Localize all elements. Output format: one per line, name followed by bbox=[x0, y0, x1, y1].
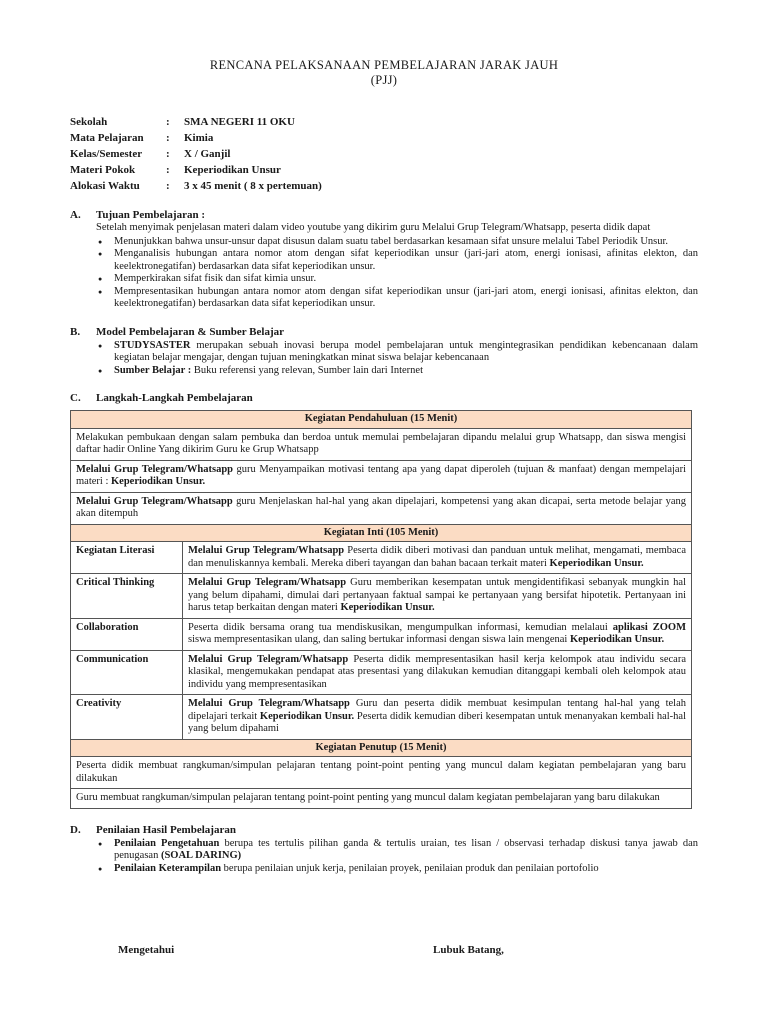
table-header-pendahuluan: Kegiatan Pendahuluan (15 Menit) bbox=[71, 411, 692, 429]
bold-text: Keperiodikan Unsur. bbox=[569, 634, 665, 645]
table-row bbox=[71, 618, 692, 650]
table-header-penutup: Kegiatan Penutup (15 Menit) bbox=[71, 739, 692, 757]
table-row bbox=[71, 428, 692, 460]
activity-label: Collaboration bbox=[71, 618, 183, 650]
cell-text: Guru memberikan kesempatan untuk mengidentifikasi sebanyak mungkin hal yang belum dipahami, dimulai dari pertanyaan faktual sampai ke pertanyaan yang bersifat hipotetik. Pertanyaan ini harus tetap berkaitan dengan materi bbox=[188, 577, 686, 613]
list-text: berupa tes tertulis pilihan ganda & tertulis uraian, tes lisan / observasi terhadap diskusi tanya jawab dan penugasan bbox=[114, 837, 698, 861]
table-row bbox=[71, 789, 692, 809]
cell-text: Guru dan peserta didik membuat kesimpulan tentang hal-hal yang telah dipelajari terkait bbox=[188, 698, 686, 722]
identity-separator: : bbox=[166, 164, 170, 176]
steps-table bbox=[70, 410, 692, 809]
bold-text: Penilaian Keterampilan bbox=[114, 862, 222, 874]
table-cell bbox=[71, 492, 692, 524]
identity-value: Keperiodikan Unsur bbox=[184, 164, 281, 176]
bold-text: Keperiodikan Unsur. bbox=[259, 710, 355, 722]
identity-label: Sekolah bbox=[70, 116, 108, 128]
list-item bbox=[96, 340, 698, 365]
bold-text: STUDYSASTER bbox=[114, 339, 191, 351]
section-letter: D. bbox=[70, 823, 81, 836]
activity-label: Communication bbox=[71, 650, 183, 695]
identity-row bbox=[70, 130, 698, 146]
bold-text: Sumber Belajar : bbox=[114, 364, 192, 376]
section-heading bbox=[70, 325, 698, 339]
bold-text: Keperiodikan Unsur. bbox=[549, 557, 644, 569]
identity-block bbox=[70, 114, 698, 194]
section-a bbox=[70, 208, 698, 311]
title-line-2: (PJJ) bbox=[370, 73, 398, 87]
identity-row bbox=[70, 146, 698, 162]
section-letter: A. bbox=[70, 209, 81, 221]
bold-text: Penilaian Pengetahuan bbox=[114, 837, 220, 849]
table-cell bbox=[183, 695, 692, 740]
cell-text: siswa mempresentasikan ulang, dan saling bertukar informasi dengan siswa lain mengenai bbox=[188, 634, 570, 645]
model-list bbox=[96, 340, 698, 378]
bold-text: Melalui Grup Telegram/Whatsapp bbox=[188, 698, 350, 709]
table-row bbox=[71, 460, 692, 492]
bold-text: Keperiodikan Unsur. bbox=[111, 476, 206, 487]
document-title bbox=[70, 58, 698, 88]
table-cell bbox=[71, 460, 692, 492]
table-cell bbox=[183, 542, 692, 574]
table-cell bbox=[183, 618, 692, 650]
identity-separator: : bbox=[166, 148, 170, 160]
cell-text: Peserta didik diberi motivasi dan panduan untuk melihat, mengamati, membaca dan menuliskannya kembali. Mereka diberi tayangan dan bahan bacaan terkait materi bbox=[188, 545, 686, 569]
list-item: ● Mempresentasikan hubungan antara nomor atom dengan sifat keperiodikan unsur (jari-jari atom, energi ionisasi, afinitas elekton, dan keelektronegatifan) berdasarkan data sifat keperiodikan unsur. bbox=[96, 286, 698, 311]
table-header-inti: Kegiatan Inti (105 Menit) bbox=[71, 524, 692, 542]
identity-row bbox=[70, 114, 698, 130]
table-cell bbox=[183, 650, 692, 695]
identity-value: SMA NEGERI 11 OKU bbox=[184, 116, 295, 128]
cell-text: guru Menyampaikan motivasi tentang apa yang dapat diperoleh (tujuan & manfaat) dengan mempelajari materi : bbox=[76, 463, 687, 487]
bold-text: (SOAL DARING) bbox=[160, 850, 242, 861]
bold-text: Melalui Grup Telegram/Whatsapp bbox=[76, 463, 234, 475]
bold-text: Melalui Grup Telegram/Whatsapp bbox=[188, 545, 345, 556]
table-cell: Peserta didik membuat rangkuman/simpulan pelajaran tentang point-point penting yang muncul dalam kegiatan pembelajaran yang baru dilakukan bbox=[71, 757, 692, 789]
list-item bbox=[96, 838, 698, 863]
section-heading bbox=[70, 391, 698, 405]
identity-value: X / Ganjil bbox=[184, 148, 231, 160]
cell-text: Peserta didik kemudian diberi kesempatan untuk menanyakan kembali hal-hal yang belum dipahami bbox=[188, 710, 687, 734]
bold-text: Melalui Grup Telegram/Whatsapp bbox=[188, 577, 347, 588]
table-row bbox=[71, 757, 692, 789]
activity-label: Kegiatan Literasi bbox=[71, 542, 183, 574]
section-title: Langkah-Langkah Pembelajaran bbox=[96, 392, 253, 404]
table-row bbox=[71, 650, 692, 695]
list-text: berupa penilaian unjuk kerja, penilaian proyek, penilaian produk dan penilaian portofolio bbox=[221, 862, 599, 874]
section-intro: Setelah menyimak penjelasan materi dalam video youtube yang dikirim guru Melalui Grup Telegram/Whatsapp, peserta didik dapat bbox=[96, 222, 651, 233]
bold-text: Melalui Grup Telegram/Whatsapp bbox=[76, 495, 233, 507]
signature-left: Mengetahui bbox=[118, 944, 175, 956]
identity-separator: : bbox=[166, 132, 170, 144]
list-item bbox=[96, 365, 698, 378]
table-cell bbox=[183, 574, 692, 619]
table-row bbox=[71, 492, 692, 524]
section-b bbox=[70, 325, 698, 378]
activity-label: Creativity bbox=[71, 695, 183, 740]
identity-row bbox=[70, 178, 698, 194]
table-row bbox=[71, 574, 692, 619]
list-item: ● Menunjukkan bahwa unsur-unsur dapat disusun dalam suatu tabel berdasarkan kesamaan sifat unsure melalui Tabel Periodik Unsur. bbox=[96, 236, 698, 249]
identity-value: 3 x 45 menit ( 8 x pertemuan) bbox=[184, 180, 322, 192]
identity-row bbox=[70, 162, 698, 178]
title-line-1: RENCANA PELAKSANAAN PEMBELAJARAN JARAK JAUH bbox=[209, 58, 559, 72]
table-row bbox=[71, 542, 692, 574]
table-cell: Guru membuat rangkuman/simpulan pelajaran tentang point-point penting yang muncul dalam kegiatan pembelajaran yang baru dilakukan bbox=[71, 789, 692, 809]
identity-label: Materi Pokok bbox=[70, 164, 136, 176]
section-letter: B. bbox=[70, 325, 81, 338]
list-text: merupakan sebuah inovasi berupa model pembelajaran untuk mengintegrasikan pendidikan kebencanaan dalam kegiatan belajar mengajar, dengan tujuan meningkatkan minat siswa belajar kebencanaan bbox=[114, 339, 698, 363]
list-item bbox=[96, 863, 698, 876]
section-heading bbox=[70, 208, 698, 222]
table-cell: Melakukan pembukaan dengan salam pembuka dan berdoa untuk memulai pembelajaran dipandu melalui grup Whatsapp, dan siswa mengisi daftar hadir Online Yang dikirim Guru ke Grup Whatsapp bbox=[71, 428, 692, 460]
list-text: Buku referensi yang relevan, Sumber lain dari Internet bbox=[191, 364, 423, 376]
table-row bbox=[71, 695, 692, 740]
bold-text: Melalui Grup Telegram/Whatsapp bbox=[188, 653, 349, 665]
identity-label: Mata Pelajaran bbox=[70, 132, 144, 144]
identity-label: Alokasi Waktu bbox=[70, 180, 140, 192]
list-item: ● Memperkirakan sifat fisik dan sifat kimia unsur. bbox=[96, 273, 698, 286]
cell-text: guru Menjelaskan hal-hal yang akan dipelajari, kompetensi yang akan dicapai, serta metode belajar yang akan ditempuh bbox=[76, 495, 686, 519]
section-letter: C. bbox=[70, 392, 81, 404]
signature-block bbox=[118, 944, 638, 956]
identity-label: Kelas/Semester bbox=[70, 148, 143, 160]
cell-text: Peserta didik mempresentasikan hasil kerja kelompok atau individu secara klasikal, mengemukakan pendapat atas presentasi yang dilakukan kemudian ditanggapi kembali oleh kelompok atau individu yang mempresentasikan bbox=[188, 653, 686, 690]
identity-separator: : bbox=[166, 116, 170, 128]
section-title: Penilaian Hasil Pembelajaran bbox=[96, 823, 236, 836]
cell-text: Peserta didik bersama orang tua mendiskusikan, mengumpulkan informasi, kemudian melalaui bbox=[188, 621, 613, 633]
section-c bbox=[70, 391, 698, 809]
section-d bbox=[70, 823, 698, 876]
bold-text: aplikasi ZOOM bbox=[612, 621, 686, 633]
identity-separator: : bbox=[166, 180, 170, 192]
section-title: Tujuan Pembelajaran : bbox=[96, 209, 205, 221]
activity-label: Critical Thinking bbox=[71, 574, 183, 619]
list-item: ● Menganalisis hubungan antara nomor atom dengan sifat keperiodikan unsur (jari-jari atom, energi ionisasi, afinitas elekton, dan keelektronegatifan) berdasarkan data sifat keperiodikan unsur. bbox=[96, 248, 698, 273]
signature-right: Lubuk Batang, bbox=[433, 944, 504, 956]
identity-value: Kimia bbox=[184, 132, 214, 144]
objective-list bbox=[96, 236, 698, 311]
section-heading bbox=[70, 823, 698, 837]
bold-text: Keperiodikan Unsur. bbox=[340, 602, 435, 613]
assessment-list bbox=[96, 838, 698, 876]
section-title: Model Pembelajaran & Sumber Belajar bbox=[96, 325, 284, 338]
